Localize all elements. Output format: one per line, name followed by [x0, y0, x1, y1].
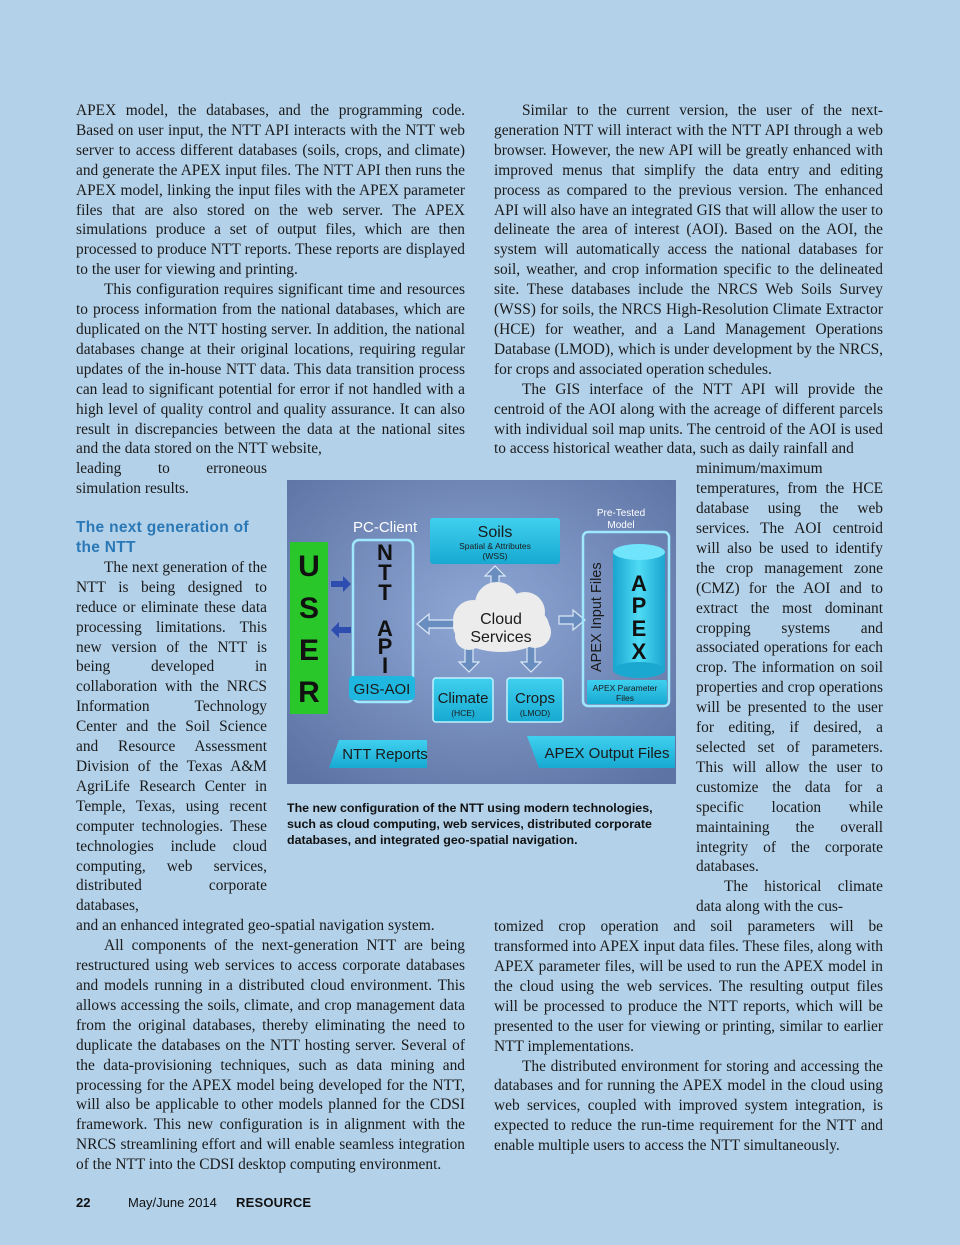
- ntt-api-letter: T: [378, 580, 392, 605]
- narrow-text-block: [76, 459, 267, 916]
- ntt-api-letter: T: [378, 560, 392, 585]
- soils-sublabel: (WSS): [482, 551, 508, 561]
- ntt-api-letter: A: [377, 616, 393, 641]
- paragraph: and an enhanced integrated geo-spatial navigation system.: [76, 917, 435, 935]
- narrow-text-block: [696, 459, 883, 917]
- user-letter: S: [298, 592, 320, 625]
- crops-label: Crops: [514, 690, 556, 707]
- user-letter: R: [298, 676, 320, 709]
- paragraph: minimum/maximum temperatures, from the HCE database using the web services. The AOI centroid will also be used to identify the crop management zone (CMZ) for the AOI and to extract the most dominant cropping systems and associated operations for each crop. The information on soil properties and crop operations will be presented to the user for editing, if desired, a selected set of parameters. This will allow the user to customize the data for a specific location while maintaining the overall integrity of the corporate databases.: [696, 460, 883, 876]
- section-heading: The next generation of the NTT: [76, 519, 249, 557]
- paragraph: The historical climate data along with the cus-: [696, 878, 883, 916]
- apex-parameter-label: APEX Parameter: [592, 683, 658, 693]
- apex-letter: A: [631, 571, 647, 596]
- apex-input-files-label: APEX Input Files: [589, 562, 605, 672]
- paragraph: leading to erroneous simulation results.: [76, 460, 267, 498]
- climate-sublabel: (HCE): [451, 708, 475, 718]
- pc-client-label: PC-Client: [353, 519, 418, 536]
- paragraph: The next generation of the NTT is being designed to reduce or eliminate these data processing limitations. This new version of the NTT is being developed in collaboration with the NRCS Information Technology Center and the Soil Science and Resource Assessment Division of the Texas A&M AgriLife Research Center in Temple, Texas, using recent computer technologies. These technologies include cloud computing, web services, distributed corporate databases,: [76, 558, 267, 915]
- magazine-title: RESOURCE: [236, 1195, 312, 1210]
- apex-letter: E: [631, 616, 647, 641]
- pretested-label: Pre-Tested: [596, 508, 646, 519]
- ntt-reports-label: NTT Reports: [342, 746, 428, 763]
- apex-output-files-label: APEX Output Files: [544, 745, 670, 762]
- climate-label: Climate: [437, 690, 489, 707]
- ntt-api-letter: P: [377, 634, 393, 659]
- ntt-api-letter: N: [377, 540, 393, 565]
- soils-sublabel: Spatial & Attributes: [459, 541, 531, 551]
- user-letter: E: [298, 634, 320, 667]
- paragraph: The distributed environment for storing and accessing the databases and for running the APEX model in the cloud using web services, coupled with improved system integration, is expected to reduce the run-time requirement for the NTT and enable multiple users to access the NTT simultaneously.: [494, 1057, 883, 1155]
- user-letter: U: [298, 550, 320, 583]
- soils-label: Soils: [477, 524, 513, 541]
- figure-caption: The new configuration of the NTT using modern technologies, such as cloud computing, web services, distributed corporate databases, and integrated geo-spatial navigation.: [287, 801, 653, 847]
- issue-date: May/June 2014: [128, 1195, 217, 1210]
- cloud-label: Services: [470, 629, 532, 646]
- paragraph: Similar to the current version, the user of the next-generation NTT will interact with the NTT API through a web browser. However, the new API will be greatly enhanced with improved menus that simplify the data entry and editing process as compared to the previous version. The enhanced API will also have an integrated GIS that will allow the user to delineate the area of interest (AOI). Based on the AOI, the system will automatically access the national databases for soil, weather, and crop information specific to the delineated site. These databases include the NRCS Web Soils Survey (WSS) for soils, the NRCS High-Resolution Climate Extractor (HCE) for weather, and a Land Management Operations Database (LMOD), which is under development by the NRCS, for crops and associated operation schedules.: [494, 102, 883, 378]
- apex-letter: P: [631, 593, 647, 618]
- architecture-diagram: [287, 480, 676, 784]
- apex-parameter-label: Files: [616, 693, 634, 703]
- page-footer: [76, 1195, 311, 1215]
- ntt-api-letter: I: [381, 653, 389, 678]
- paragraph: tomized crop operation and soil parameters will be transformed into APEX input data files. These files, along with APEX parameter files, will be used to run the APEX model in the cloud using the web services. The resulting output files will be processed to produce the NTT reports, which will be presented to the user for viewing or printing, similar to earlier NTT implementations.: [494, 918, 883, 1055]
- paragraph: All components of the next-generation NTT are being restructured using web services to access corporate databases and models running in a distributed cloud environment. This allows accessing the soils, climate, and crop management data from the original databases, thereby eliminating the need to duplicate the databases on the NTT hosting server. Several of the data-provisioning techniques, such as data mining and processing for the APEX model being developed for the NTT, will also be applicable to other models planned for the CDSI framework. This new configuration is in alignment with the NRCS streamlining effort and will enable seamless integration of the NTT into the CDSI desktop computing environment.: [76, 937, 465, 1174]
- gis-aoi-label: GIS-AOI: [353, 681, 411, 698]
- cloud-label: Cloud: [480, 611, 522, 628]
- paragraph: This configuration requires significant time and resources to process information from the national databases, which are duplicated on the NTT hosting server. In addition, the national databases change at their original locations, requiring regular updates of the in-house NTT data. This data transition process can lead to significant potential for error if not handled with a high level of quality control and quality assurance. It can also result in discrepancies between the data at the national sites and the data stored on the NTT website,: [76, 281, 465, 458]
- page-number: 22: [76, 1195, 91, 1210]
- paragraph: The GIS interface of the NTT API will provide the centroid of the AOI along with the acreage of different parcels with individual soil map units. The centroid of the AOI is used to access historical weather data, such as daily rainfall and: [494, 380, 883, 458]
- crops-sublabel: (LMOD): [519, 708, 551, 718]
- paragraph: APEX model, the databases, and the programming code. Based on user input, the NTT API interacts with the NTT web server to access different databases (soils, crops, and climate) and generate the APEX input files. The NTT API then runs the APEX model, linking the input files with the APEX parameter files that are also stored on the web server. The APEX simulations produce a set of output files, which are then processed to produce NTT reports. These reports are displayed to the user for viewing and printing.: [76, 102, 465, 279]
- pretested-label: Model: [607, 520, 635, 531]
- apex-letter: X: [631, 639, 647, 664]
